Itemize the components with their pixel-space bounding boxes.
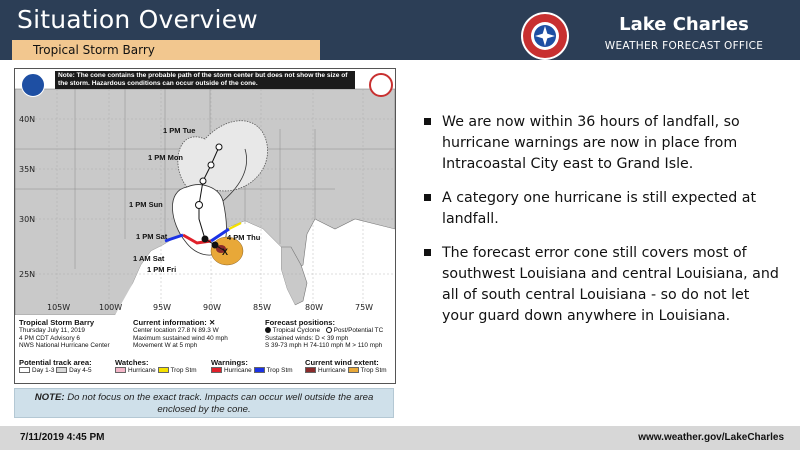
note-text: Do not focus on the exact track. Impacts can occur well outside the area enclosed by the cone.: [67, 392, 374, 415]
hurricane-watch-swatch: [115, 367, 126, 373]
legend-day-1-3: Day 1-3: [32, 367, 55, 374]
current-position-icon: ✕: [208, 318, 216, 327]
legend-m: M > 110 mph: [345, 342, 383, 350]
day-1-3-swatch: [19, 367, 30, 373]
legend-current-line-1: Center location 27.8 N 89.3 W: [133, 326, 219, 334]
forecast-label-fri: 1 PM Fri: [147, 265, 177, 274]
lon-label-95w: 95W: [153, 303, 172, 312]
lon-label-105w: 105W: [47, 303, 71, 312]
legend-date: Thursday July 11, 2019: [19, 326, 85, 334]
legend-tc: Tropical Cyclone: [272, 326, 321, 334]
bullet-item: [424, 243, 784, 327]
legend-hurricane-watch: Hurricane: [128, 367, 156, 374]
legend-trop-storm-wind: Trop Stm: [360, 367, 387, 374]
note-label: NOTE:: [34, 392, 65, 403]
lon-label-85w: 85W: [253, 303, 272, 312]
bullet-text: A category one hurricane is still expected at landfall.: [442, 190, 757, 227]
day-4-5-swatch: [56, 367, 67, 373]
bullet-text: We are now within 36 hours of landfall, so hurricane warnings are now in place from Intracoastal City east to Grand Isle.: [442, 114, 740, 172]
legend-h: H 74-110 mph: [303, 342, 344, 350]
page-subtitle: Tropical Storm Barry: [33, 43, 155, 57]
footer-date: 7/11/2019 4:45 PM: [20, 432, 105, 443]
legend-track-head: Potential track area:: [19, 358, 92, 367]
legend-d: D < 39 mph: [315, 334, 349, 342]
forecast-label-sat-pm: 1 PM Sat: [136, 232, 168, 241]
trop-storm-watch-swatch: [158, 367, 169, 373]
legend-watches-head: Watches:: [115, 358, 149, 367]
note-box: [14, 388, 394, 418]
bullet-list: [424, 112, 784, 340]
legend-hurricane-wind: Hurricane: [318, 367, 346, 374]
bullet-square-icon: [424, 118, 431, 125]
hurricane-wind-swatch: [305, 367, 316, 373]
forecast-label-sun: 1 PM Sun: [129, 200, 163, 209]
legend-hurricane-warning: Hurricane: [224, 367, 252, 374]
office-name: Lake Charles: [619, 14, 749, 35]
hurricane-warning-swatch: [211, 367, 222, 373]
lon-label-100w: 100W: [99, 303, 123, 312]
legend-storm-name: Tropical Storm Barry: [19, 318, 95, 327]
post-tc-icon: [326, 327, 332, 333]
legend-trop-storm-warning: Trop Stm: [266, 367, 293, 374]
legend-current-line-3: Movement W at 5 mph: [133, 342, 198, 350]
legend-current-head: Current information:: [133, 318, 207, 327]
forecast-label-thu: 4 PM Thu: [227, 233, 261, 242]
trop-storm-wind-swatch: [348, 367, 359, 373]
nws-mini-logo: [369, 73, 393, 97]
legend-s: S 39-73 mph: [265, 342, 302, 350]
legend-forecast-head: Forecast positions:: [265, 318, 336, 327]
bullet-item: [424, 188, 784, 230]
legend-sustained: Sustained winds:: [265, 334, 314, 342]
lat-label-25n: 25N: [19, 270, 36, 279]
trop-storm-warning-swatch: [254, 367, 265, 373]
lat-label-40n: 40N: [19, 115, 36, 124]
lon-label-90w: 90W: [203, 303, 222, 312]
legend-trop-storm-watch: Trop Stm: [170, 367, 197, 374]
page-title: Situation Overview: [17, 5, 258, 34]
lat-label-35n: 35N: [19, 165, 36, 174]
bullet-square-icon: [424, 249, 431, 256]
footer-url[interactable]: www.weather.gov/LakeCharles: [638, 432, 784, 443]
legend-center: NWS National Hurricane Center: [19, 342, 110, 350]
legend-day-4-5: Day 4-5: [69, 367, 92, 374]
office-subtitle: WEATHER FORECAST OFFICE: [604, 40, 764, 52]
lon-label-80w: 80W: [305, 303, 324, 312]
bullet-item: [424, 112, 784, 175]
legend-current-line-2: Maximum sustained wind 40 mph: [133, 334, 228, 342]
forecast-label-mon: 1 PM Mon: [148, 153, 183, 162]
forecast-label-tue: 1 PM Tue: [163, 126, 196, 135]
lat-label-30n: 30N: [19, 215, 36, 224]
legend-post-tc: Post/Potential TC: [333, 326, 384, 334]
forecast-label-sat-am: 1 AM Sat: [133, 254, 165, 263]
bullet-square-icon: [424, 194, 431, 201]
legend-warnings-head: Warnings:: [211, 358, 248, 367]
tropical-cyclone-icon: [265, 327, 271, 333]
legend-wind-head: Current wind extent:: [305, 358, 379, 367]
svg-text:X: X: [222, 247, 229, 257]
bullet-text: The forecast error cone still covers most of southwest Louisiana and central Louisiana, and all of south central Louisiana - so do not let your guard down anywhere in Louisiana.: [442, 245, 779, 324]
graphic-legend: [15, 315, 395, 383]
forecast-cone-graphic: [14, 68, 396, 384]
legend-advisory: 4 PM CDT Advisory 6: [19, 334, 80, 342]
nws-logo: [520, 11, 570, 61]
noaa-logo: [21, 73, 45, 97]
lon-label-75w: 75W: [355, 303, 374, 312]
forecast-map: [15, 69, 395, 315]
cone-note: Note: The cone contains the probable path of the storm center but does not show the size of the storm. Hazardous conditions can occur outside of the cone.: [55, 71, 355, 89]
